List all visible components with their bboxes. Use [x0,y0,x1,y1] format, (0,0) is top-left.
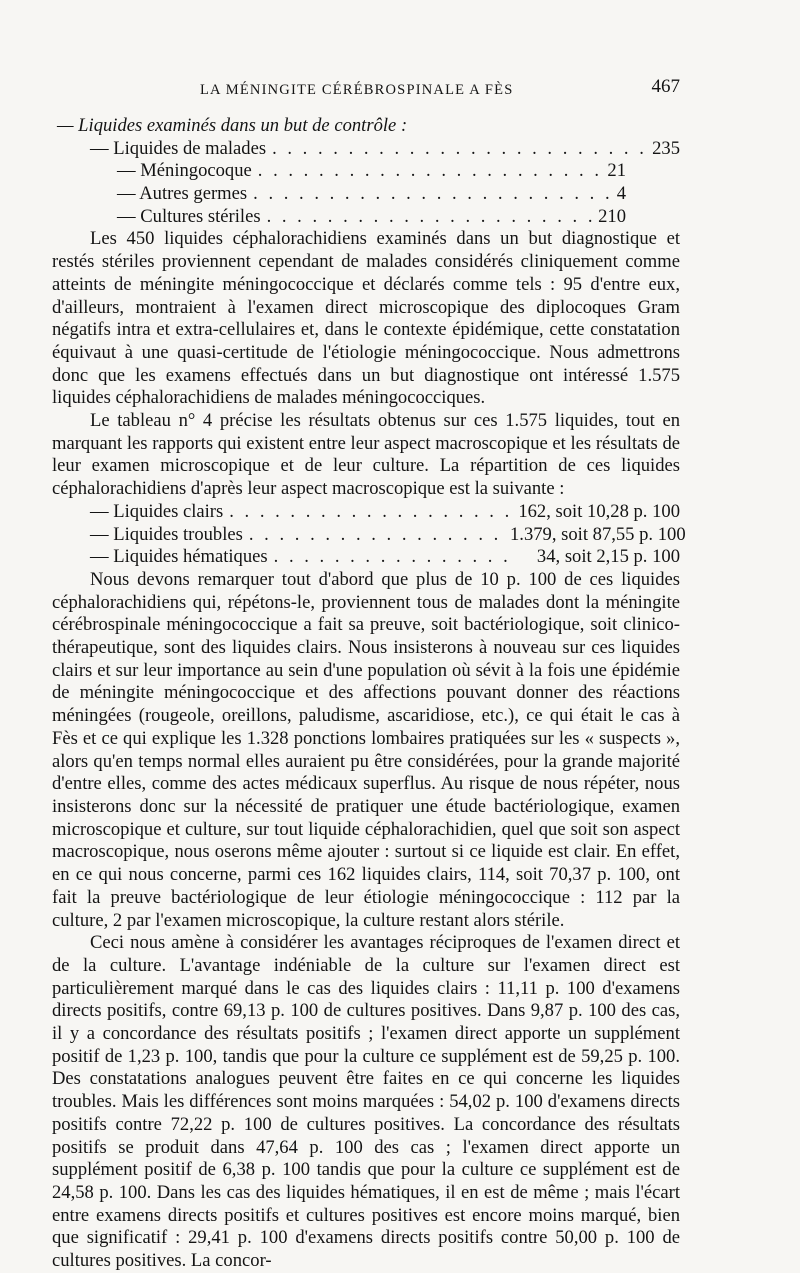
running-title: LA MÉNINGITE CÉRÉBROSPINALE A FÈS [200,82,514,98]
paragraph: Ceci nous amène à considérer les avantages réciproques de l'examen direct et de la culture. L'avantage indéniable de la culture sur l'examen direct est particulièrement marqué dans le cas des liquides clairs : 11,11 p. 100 d'examens directs positifs, contre 69,13 p. 100 de cultures positives. Dans 9,87 p. 100 des cas, il y a concordance des résultats positifs ; l'examen direct apporte un supplément positif de 1,23 p. 100, tandis que pour la culture ce supplément est de 59,25 p. 100. Des constatations analogues peuvent être faites en ce qui concerne les liquides troubles. Mais les différences sont moins marquées : 54,02 p. 100 d'examens directs positifs contre 72,22 p. 100 de cultures positives. La concordance des résultats positifs se produit dans 47,64 p. 100 des cas ; l'examen direct apporte un supplément positif de 6,38 p. 100 tandis que pour la culture ce supplément est de 24,58 p. 100. Dans les cas des liquides hématiques, il en est de même ; mais l'écart entre examens directs positifs et cultures positives est encore moins marqué, bien que significatif : 29,41 p. 100 d'examens directs positifs contre 50,00 p. 100 de cultures positives. La concor- [52,932,680,1272]
section-heading: — Liquides examinés dans un but de contrôle : [57,115,408,136]
control-row [52,183,626,206]
control-row-label: — Méningocoque [117,160,252,182]
distribution-label: — Liquides clairs [90,500,224,522]
dot-leader [266,138,652,161]
control-row [52,138,680,161]
body-text [52,115,686,1273]
control-row-value: 210 [598,205,626,227]
control-row-value: 235 [652,137,680,159]
dot-leader [261,206,599,229]
control-row-label: — Cultures stériles [117,205,261,227]
control-row [52,160,626,183]
distribution-value: 162, soit 10,28 p. 100 [518,500,680,522]
distribution-label: — Liquides hématiques [90,546,268,568]
control-row-value: 21 [607,160,626,182]
paragraph: Le tableau n° 4 précise les résultats obtenus sur ces 1.575 liquides, tout en marquant les rapports qui existent entre leur aspect macroscopique et les résultats de leur examen microscopique et de leur culture. La répartition de ces liquides céphalorachidiens d'après leur aspect macroscopique est la suivante : [52,410,680,500]
control-row-label: — Autres germes [117,183,248,205]
distribution-label: — Liquides troubles [90,523,243,545]
distribution-row [52,546,680,569]
distribution-value: 1.379, soit 87,55 p. 100 [510,523,686,545]
control-row-label: — Liquides de malades [90,137,267,159]
paragraph: Nous devons remarquer tout d'abord que plus de 10 p. 100 de ces liquides céphalorachidiens qui, répétons-le, proviennent tous de malades dont la méningite cérébrospinale méningococcique a fait sa preuve, soit bactériologique, soit clinico-thérapeutique, sont des liquides clairs. Nous insisterons à nouveau sur ces liquides clairs et sur leur importance au sein d'une population où sévit à la fois une épidémie de méningite méningococcique et des affections pouvant donner des réactions méningées (rougeole, oreillons, paludisme, ascaridiose, etc.), ce qui était le cas à Fès et ce qui explique les 1.328 ponctions lombaires pratiquées sur les « suspects », alors qu'en temps normal elles auraient pu être considérées, pour la grande majorité d'entre elles, comme des actes médicaux superflus. Au risque de nous répéter, nous insisterons donc sur la nécessité de pratiquer une étude bactériologique, examen microscopique et culture, sur tout liquide céphalorachidien, quel que soit son aspect macroscopique, nous oserons même ajouter : surtout si ce liquide est clair. En effet, en ce qui nous concerne, parmi ces 162 liquides clairs, 114, soit 70,37 p. 100, ont fait la preuve bactériologique de leur étiologie méningococcique : 112 par la culture, 2 par l'examen microscopique, la culture restant alors stérile. [52,568,680,931]
page-number: 467 [651,76,680,97]
distribution-row [52,523,686,547]
dot-leader [247,183,617,206]
dot-leader [243,524,510,547]
dot-leader [268,546,510,569]
paragraph: Les 450 liquides céphalorachidiens examinés dans un but diagnostique et restés stériles proviennent cependant de malades considérés cliniquement comme atteints de méningite méningococcique et déclarés comme tels : 95 d'entre eux, d'ailleurs, montraient à l'examen direct microscopique des diplocoques Gram négatifs intra et extra-cellulaires et, dans le contexte épidémique, cette constatation équivaut à une quasi-certitude de l'étiologie méningococcique. Nous admettrons donc que les examens effectués dans un but diagnostique ont intéressé 1.575 liquides céphalorachidiens de malades méningococciques. [52,228,680,409]
running-header [52,74,680,104]
distribution-row [52,501,680,524]
control-row-value: 4 [616,183,626,205]
distribution-value: 34, soit 2,15 p. 100 [536,546,680,568]
dot-leader [252,160,608,183]
control-row [52,206,626,229]
dot-leader [223,501,510,524]
